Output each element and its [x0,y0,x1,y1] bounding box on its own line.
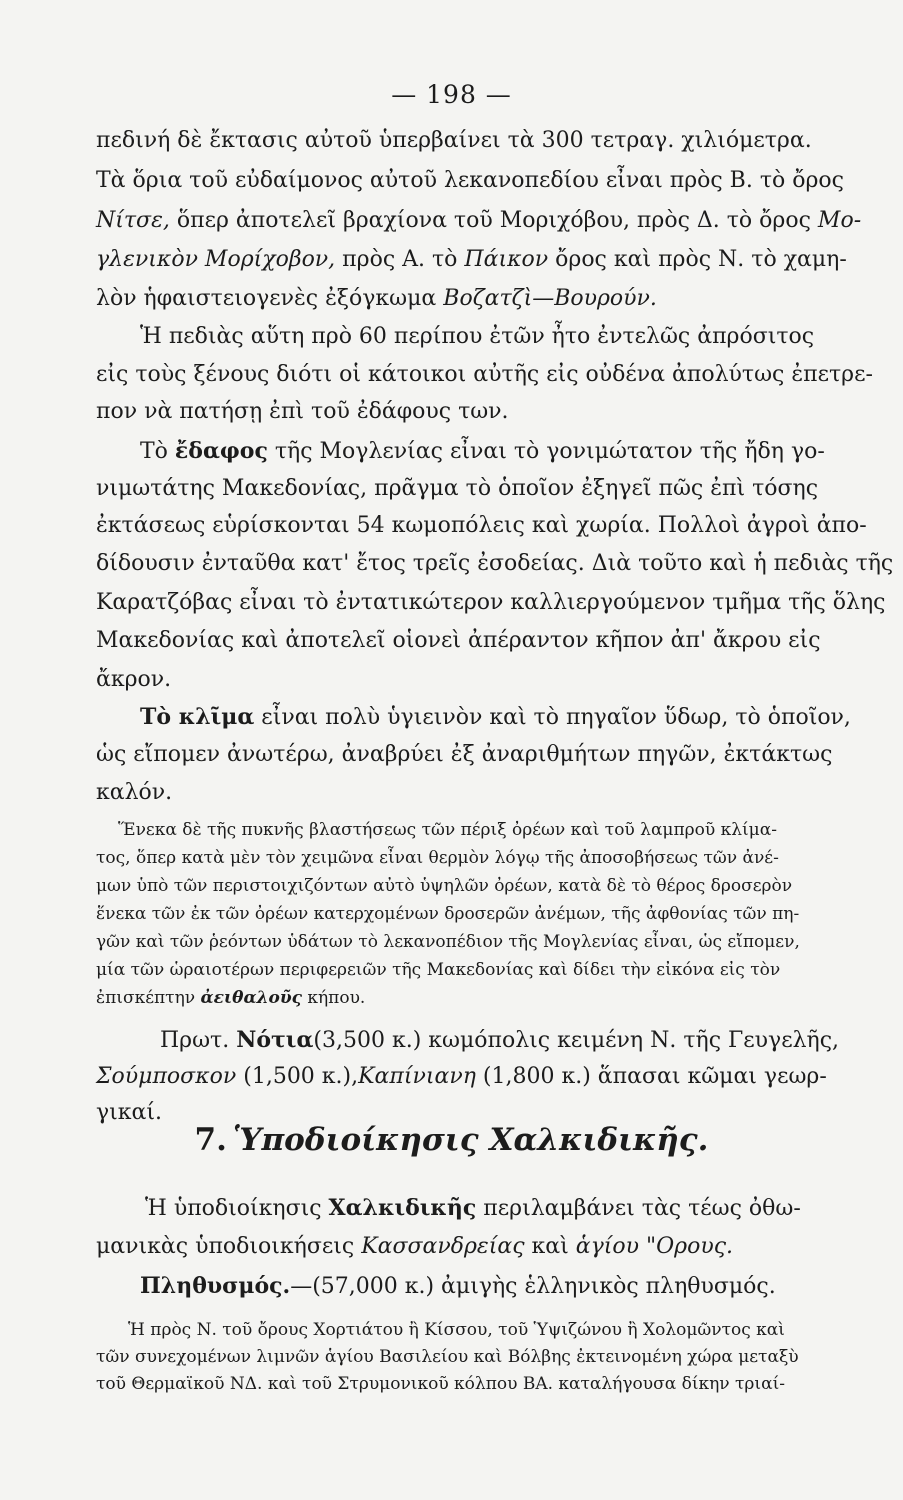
text-line: γικαί. [96,1100,162,1125]
page-number: — 198 — [391,80,512,109]
note-line: γῶν καὶ τῶν ῥεόντων ὑδάτων τὸ λεκανοπέδιον τῆς Μογλενίας εἶναι, ὡς εἴπομεν, [96,932,800,952]
text-line: πεδινή δὲ ἔκτασις αὐτοῦ ὑπερβαίνει τὰ 300 τετραγ. χιλιόμετρα. [96,128,812,153]
text-line: Καρατζόβας εἶναι τὸ ἐντατικώτερον καλλιεργούμενον τμῆμα τῆς ὅλης [96,590,886,615]
text-span: κήπου. [301,988,366,1008]
section-title: Ὑποδιοίκησις Χαλκιδικῆς. [232,1122,709,1158]
section-heading [0,1122,903,1158]
text-line [140,436,856,467]
text-line: Ἡ πεδιὰς αὕτη πρὸ 60 περίπου ἐτῶν ἦτο ἐντελῶς ἀπρόσιτος [140,324,815,349]
text-line [140,1271,856,1302]
note-line: τῶν συνεχομένων λιμνῶν ἁγίου Βασιλείου καὶ Βόλβης ἐκτεινομένη χώρα μεταξὺ [96,1347,799,1367]
text-span: —(57,000 κ.) ἀμιγὴς ἑλληνικὸς πληθυσμός. [290,1274,776,1299]
text-line: καλόν. [96,780,173,805]
note-line: τος, ὅπερ κατὰ μὲν τὸν χειμῶνα εἶναι θερμὸν λόγῳ τῆς ἀποσοβήσεως τῶν ἀνέ- [96,848,779,868]
text-span: Πρωτ. [160,1028,237,1053]
place-name: Μο- [817,208,862,233]
text-line [96,1062,856,1092]
text-line: εἰς τοὺς ξένους διότι οἱ κάτοικοι αὐτῆς εἰς οὐδένα ἀπολύτως ἐπετρε- [96,362,873,387]
place-name: Κασσανδρείας [361,1234,525,1259]
keyword: Χαλκιδικῆς [328,1195,477,1221]
text-line: ἄκρον. [96,667,172,692]
text-line: δίδουσιν ἐνταῦθα κατ' ἔτος τρεῖς ἐσοδείας. Διὰ τοῦτο καὶ ἡ πεδιὰς τῆς [96,551,894,576]
place-name: Νίτσε, [96,208,170,233]
text-line [96,1232,856,1262]
text-span: ἐπισκέπτην [96,988,201,1008]
place-name: Πάικον [464,247,549,272]
text-span: λὸν ἡφαιστειογενὲς ἐξόγκωμα [96,286,444,311]
text-line [145,1193,856,1224]
text-line [160,1025,856,1056]
note-line: Ἕνεκα δὲ τῆς πυκνῆς βλαστήσεως τῶν πέριξ ὀρέων καὶ τοῦ λαμπροῦ κλίμα- [118,820,777,840]
text-line: νιμωτάτης Μακεδονίας, πρᾶγμα τὸ ὁποῖον ἐξηγεῖ πῶς ἐπὶ τόσης [96,476,819,501]
keyword: ἔδαφος [174,438,268,464]
text-line [96,284,856,314]
text-span: (1,800 κ.) ἅπασαι κῶμαι γεωρ- [475,1064,827,1089]
text-span: ὅπερ ἀποτελεῖ βραχίονα τοῦ Μοριχόβου, πρὸς Δ. τὸ ὄρος [169,208,818,233]
text-span: περιλαμβάνει τὰς τέως ὀθω- [476,1196,801,1221]
keyword: Τὸ κλῖμα [140,704,255,730]
text-span: πρὸς Α. τὸ [335,247,465,272]
text-span: εἶναι πολὺ ὑγιεινὸν καὶ τὸ πηγαῖον ὕδωρ, τὸ ὁποῖον, [254,705,851,730]
note-line [96,986,856,1010]
place-name: Βοζατζὶ—Βουρούν. [443,286,657,311]
text-span: Τὸ [140,439,175,464]
note-line: τοῦ Θερμαϊκοῦ ΝΔ. καὶ τοῦ Στρυμονικοῦ κόλπου ΒΑ. καταλήγουσα δίκην τριαί- [96,1374,785,1394]
text-span: ὄρος καὶ πρὸς Ν. τὸ χαμη- [548,247,847,272]
place-name: Σούμποσκον [96,1064,237,1089]
text-line: Τὰ ὅρια τοῦ εὐδαίμονος αὐτοῦ λεκανοπεδίου εἶναι πρὸς Β. τὸ ὄρος [96,168,844,193]
keyword: Νότια [236,1027,314,1053]
note-line: μία τῶν ὡραιοτέρων περιφερειῶν τῆς Μακεδονίας καὶ δίδει τὴν εἰκόνα εἰς τὸν [96,960,781,980]
text-span: μανικὰς ὑποδιοικήσεις [96,1234,362,1259]
section-number: 7. [194,1122,227,1158]
text-line: ἐκτάσεως εὑρίσκονται 54 κωμοπόλεις καὶ χωρία. Πολλοὶ ἀγροὶ ἀπο- [96,513,867,538]
text-line [96,206,862,236]
place-name: ἁγίου "Ορους. [575,1234,734,1259]
text-span: καὶ [524,1234,576,1259]
note-line: μων ὑπὸ τῶν περιστοιχιζόντων αὐτὸ ὑψηλῶν ὀρέων, κατὰ δὲ τὸ θέρος δροσερὸν [96,876,793,896]
text-line [140,702,856,733]
place-name: Καπίνιανη [358,1064,476,1089]
text-span: Ἡ ὑποδιοίκησις [145,1196,329,1221]
text-span: (3,500 κ.) κωμόπολις κειμένη Ν. τῆς Γευγελῆς, [313,1028,840,1053]
keyword: ἀειθαλοῦς [200,988,302,1008]
keyword: Πληθυσμός. [140,1273,291,1299]
text-line: Μακεδονίας καὶ ἀποτελεῖ οἱονεὶ ἀπέραντον κῆπον ἀπ' ἄκρου εἰς [96,628,821,653]
note-line: ἕνεκα τῶν ἐκ τῶν ὀρέων κατερχομένων δροσερῶν ἀνέμων, τῆς ἀφθονίας τῶν πη- [96,904,800,924]
note-line: Ἡ πρὸς Ν. τοῦ ὄρους Χορτιάτου ἢ Κίσσου, τοῦ Ὑψιζώνου ἢ Χολομῶντος καὶ [128,1320,785,1340]
text-line: πον νὰ πατήσῃ ἐπὶ τοῦ ἐδάφους των. [96,399,509,424]
text-line: ὡς εἴπομεν ἀνωτέρω, ἀναβρύει ἐξ ἀναριθμήτων πηγῶν, ἐκτάκτως [96,742,833,767]
text-span: τῆς Μογλενίας εἶναι τὸ γονιμώτατον τῆς ἤδη γο- [267,439,825,464]
text-span: (1,500 κ.), [236,1064,359,1089]
place-name: γλενικὸν Μορίχοβον, [96,247,336,272]
text-line [96,245,856,275]
